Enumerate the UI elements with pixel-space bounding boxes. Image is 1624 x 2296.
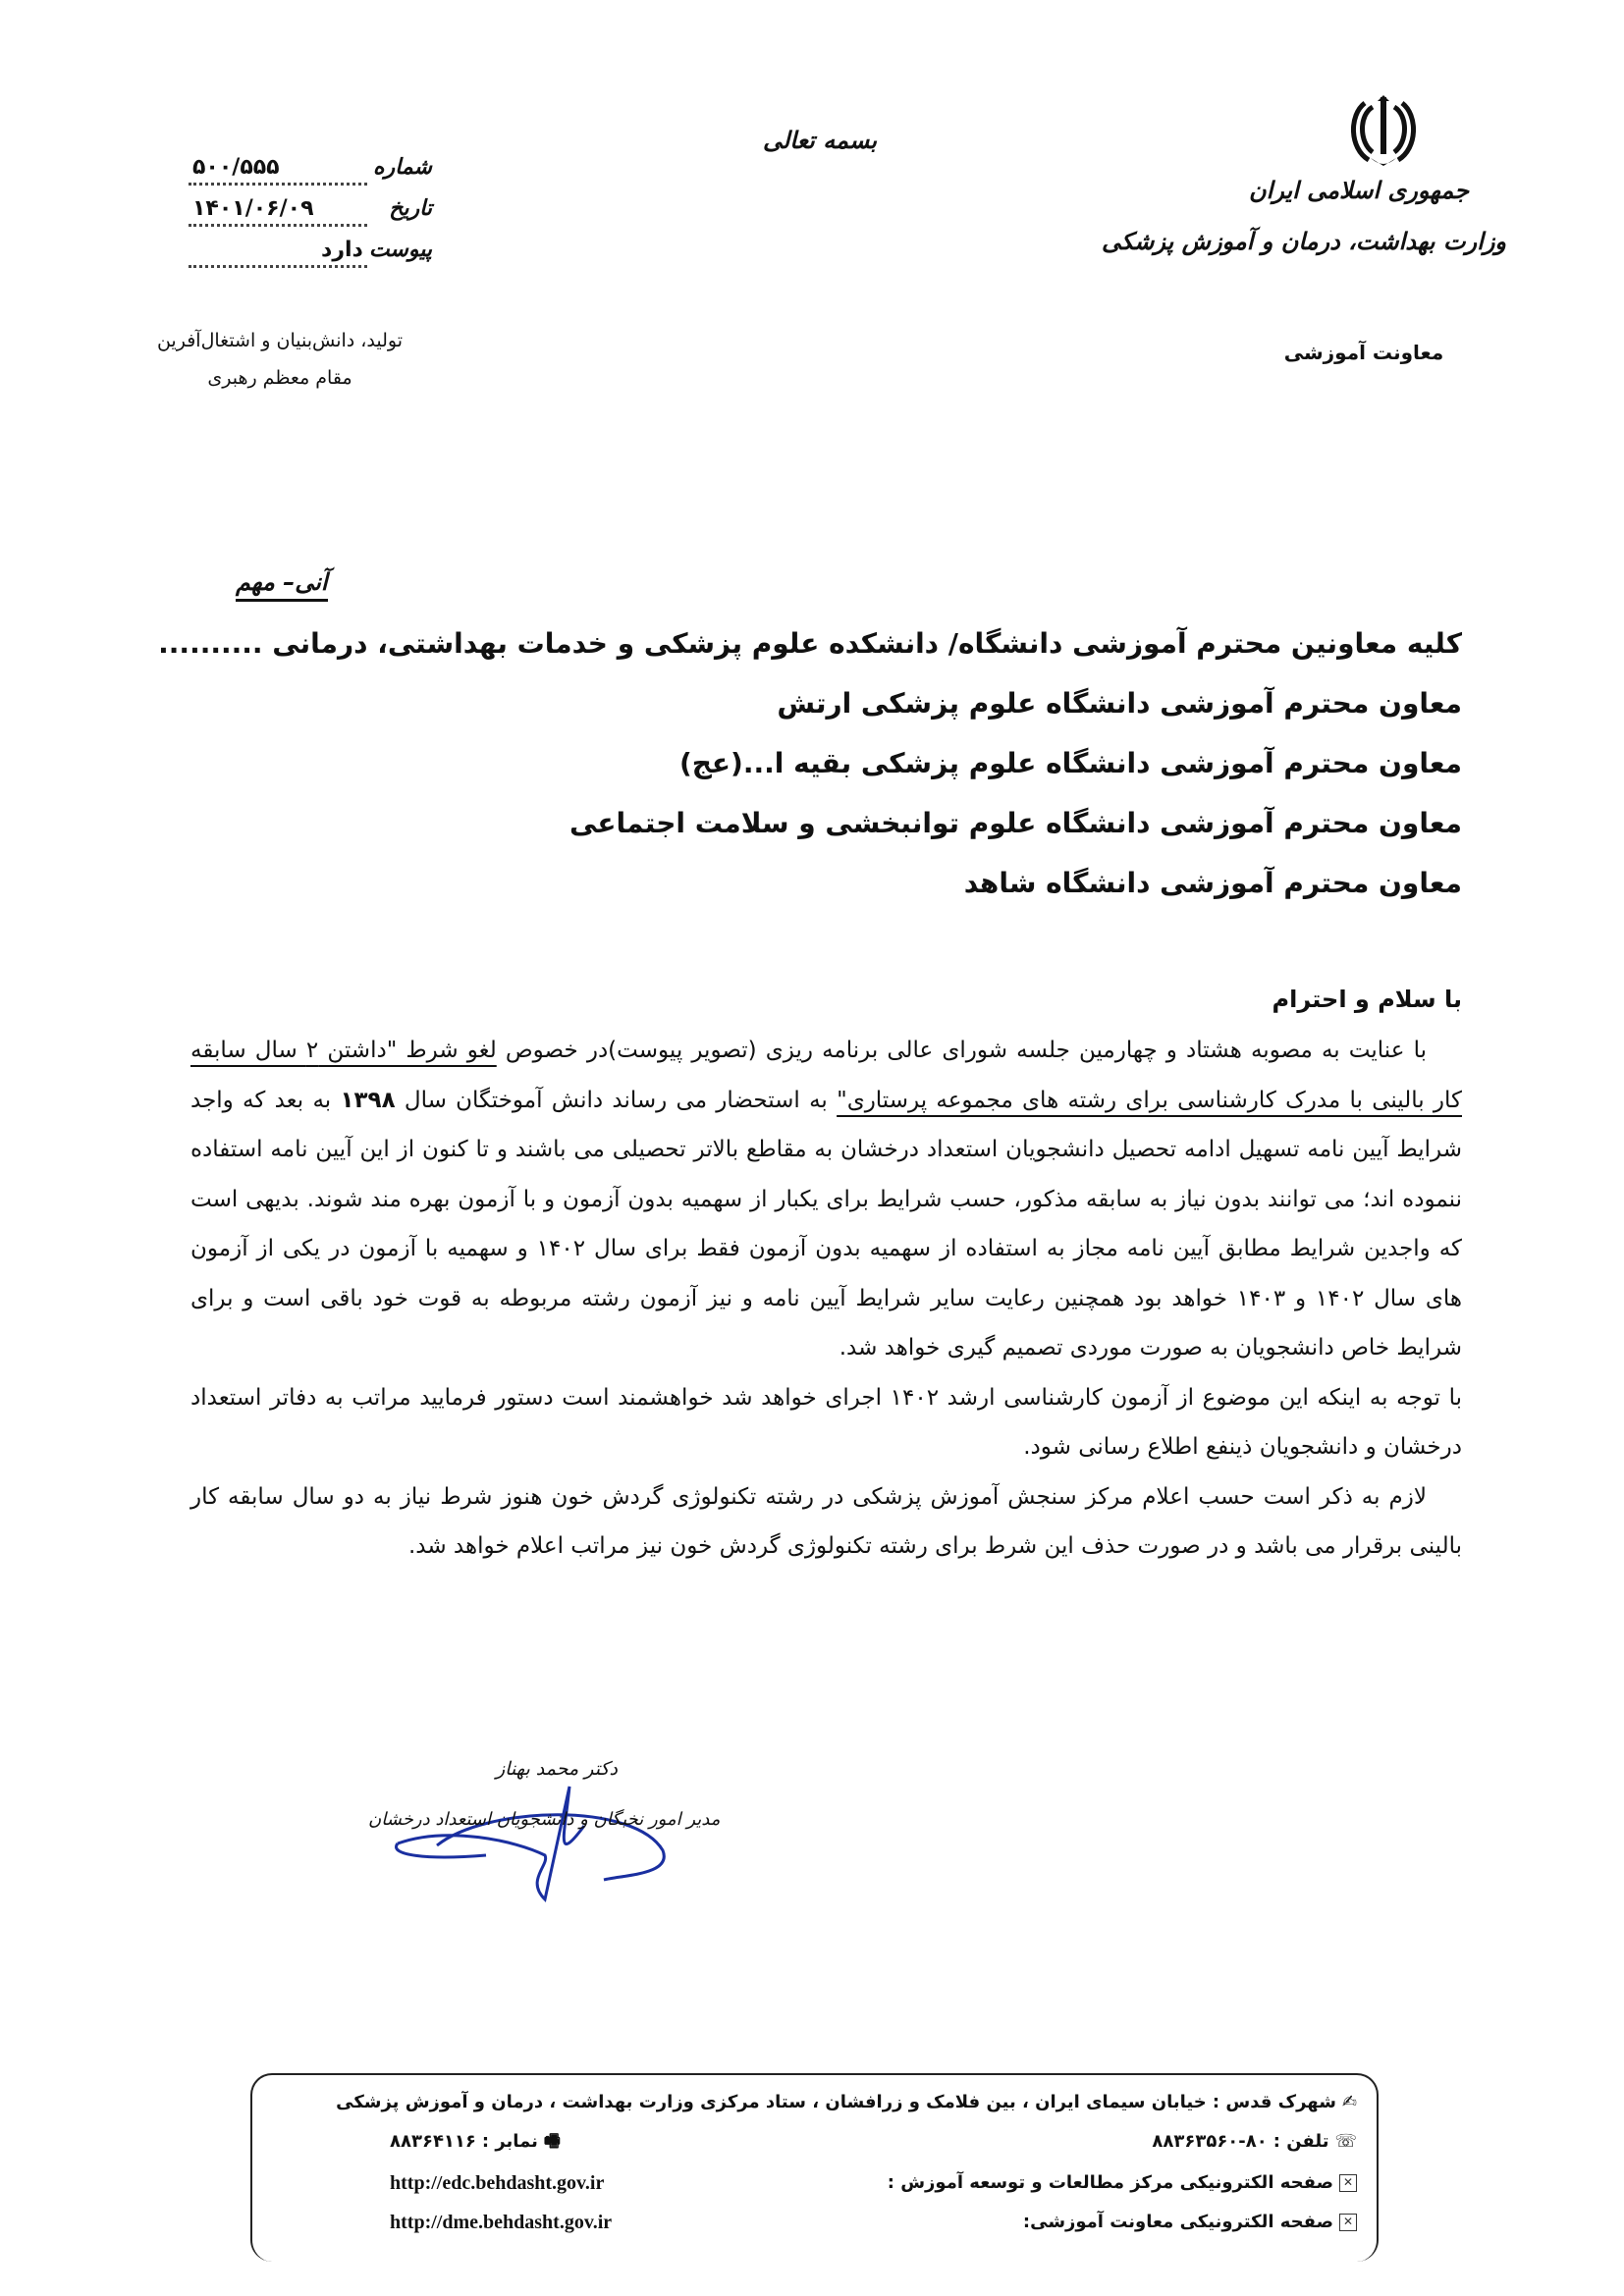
recipient: معاون محترم آموزشی دانشگاه شاهد (963, 867, 1462, 899)
date-value: ۱۴۰۱/۰۶/۰۹ (189, 194, 318, 224)
letter-meta (187, 152, 432, 276)
edc-label: صفحه الکترونیکی مرکز مطالعات و توسعه آموزش : (887, 2172, 1333, 2193)
paragraph-2: با توجه به اینکه این موضوع از آزمون کارشناسی ارشد ۱۴۰۲ اجرای خواهد شد خواهشمند است دستور فرمایید مراتب به دفاتر استعداد درخشان و دانشجویان ذینفع اطلاع رسانی شود. (190, 1384, 1462, 1460)
ministry-title: وزارت بهداشت، درمان و آموزش پزشکی (1102, 227, 1506, 255)
date-label: تاریخ (389, 195, 432, 221)
attachment-label: پیوست (368, 237, 432, 262)
recipient: کلیه معاونین محترم آموزشی دانشگاه/ دانشکده علوم پزشکی و خدمات بهداشتی، درمانی .......... (158, 627, 1462, 660)
recipient: معاون محترم آموزشی دانشگاه علوم پزشکی ارتش (777, 687, 1462, 720)
footer-dme (1023, 2211, 1357, 2234)
signer-title: مدیر امور نخبگان و دانشجویان استعداد درخشان (368, 1809, 721, 1830)
p1-text: با عنایت به مصوبه هشتاد و چهارمین جلسه شورای عالی برنامه ریزی (تصویر پیوست)در خصوص (496, 1038, 1427, 1063)
number-value: ۵۰۰/۵۵۵ (189, 153, 284, 183)
motto (147, 322, 412, 397)
signer-name: دکتر محمد بهناز (496, 1758, 618, 1780)
pen-icon: ✍ (1341, 2092, 1357, 2112)
greeting: با سلام و احترام (1272, 986, 1462, 1013)
letter-body (190, 1026, 1462, 1572)
dme-label: صفحه الکترونیکی معاونت آموزشی: (1022, 2212, 1333, 2232)
footer-fax (390, 2130, 561, 2154)
year-number: ۱۳۹۸ (340, 1087, 396, 1113)
footer-edc (888, 2171, 1357, 2195)
phone-label: تلفن : (1272, 2131, 1329, 2152)
urgency-label: آنی– مهم (236, 567, 328, 602)
bismillah: بسمه تعالی (762, 126, 878, 154)
meta-number (187, 152, 432, 193)
address-text: شهرک قدس : خیابان سیمای ایران ، بین فلامک و زرافشان ، ستاد مرکزی وزارت بهداشت ، درمان و آموزش پزشکی (336, 2092, 1336, 2112)
phone-icon: ☏ (1334, 2131, 1357, 2152)
footer-address (336, 2091, 1357, 2114)
recipients (158, 614, 1462, 913)
number-label: شماره (372, 154, 432, 180)
republic-title: جمهوری اسلامی ایران (1248, 176, 1470, 204)
fax-value: ۸۸۳۶۴۱۱۶ (390, 2131, 476, 2152)
p1-text: به بعد که واجد شرایط آیین نامه تسهیل ادامه تحصیل دانشجویان استعداد درخشان به مقاطع بالاتر تحصیلی می باشند و تا کنون از این آیین نامه استفاده ننموده اند؛ می توانند بدون نیاز به سابقه مذکور، حسب شرایط برای یکبار از سهمیه بدون آزمون و با آزمون بهره مند شوند. بدیهی است که واجدین شرایط مطابق آیین نامه مجاز به استفاده از سهمیه بدون آزمون فقط برای سال ۱۴۰۲ و سهمیه با آزمون در یکی از آزمون های سال ۱۴۰۲ و ۱۴۰۳ خواهد بود همچنین رعایت سایر شرایط آیین نامه و نیز آزمون رشته مربوطه به قوت خود باقی است و برای شرایط خاص دانشجویان به صورت موردی تصمیم گیری خواهد شد. (190, 1087, 1462, 1361)
dme-link[interactable]: http://dme.behdasht.gov.ir (390, 2212, 613, 2233)
paragraph-1 (190, 1026, 1462, 1373)
fax-icon: 🖷 (543, 2131, 561, 2152)
motto-line2: مقام معظم رهبری (207, 367, 352, 389)
attachment-value: دارد (317, 236, 367, 265)
deputy-title: معاونت آموزشی (1283, 341, 1444, 364)
envelope-icon: ✕ (1339, 2214, 1357, 2231)
edc-link[interactable]: http://edc.behdasht.gov.ir (390, 2172, 605, 2194)
fax-label: نمابر : (481, 2131, 538, 2152)
meta-attachment (187, 235, 432, 276)
envelope-icon: ✕ (1339, 2174, 1357, 2192)
recipient: معاون محترم آموزشی دانشگاه علوم پزشکی بقیه ا...(عج) (678, 747, 1462, 779)
recipient: معاون محترم آموزشی دانشگاه علوم توانبخشی و سلامت اجتماعی (569, 807, 1462, 839)
signature-block (368, 1747, 721, 1944)
underlined-clause: لغو شرط "داشتن ۲ سال سابقه کار بالینی با مدرک کارشناسی برای رشته های مجموعه پرستاری" (190, 1038, 1462, 1113)
iran-emblem-icon (1349, 93, 1418, 172)
p1-text: به استحضار می رساند دانش آموختگان سال (395, 1087, 838, 1113)
meta-date (187, 193, 432, 235)
footer-phone (1152, 2130, 1357, 2154)
footer-contact-box (250, 2073, 1379, 2262)
paragraph-3: لازم به ذکر است حسب اعلام مرکز سنجش آموزش پزشکی در رشته تکنولوژی گردش خون هنوز شرط نیاز به دو سال سابقه کار بالینی برقرار می باشد و در صورت حذف این شرط برای رشته تکنولوژی گردش خون نیز مراتب اعلام خواهد شد. (190, 1483, 1462, 1559)
phone-value: ۸۸۳۶۳۵۶۰-۸۰ (1152, 2131, 1268, 2152)
motto-line1: تولید، دانش‌بنیان و اشتغال‌آفرین (156, 330, 404, 351)
